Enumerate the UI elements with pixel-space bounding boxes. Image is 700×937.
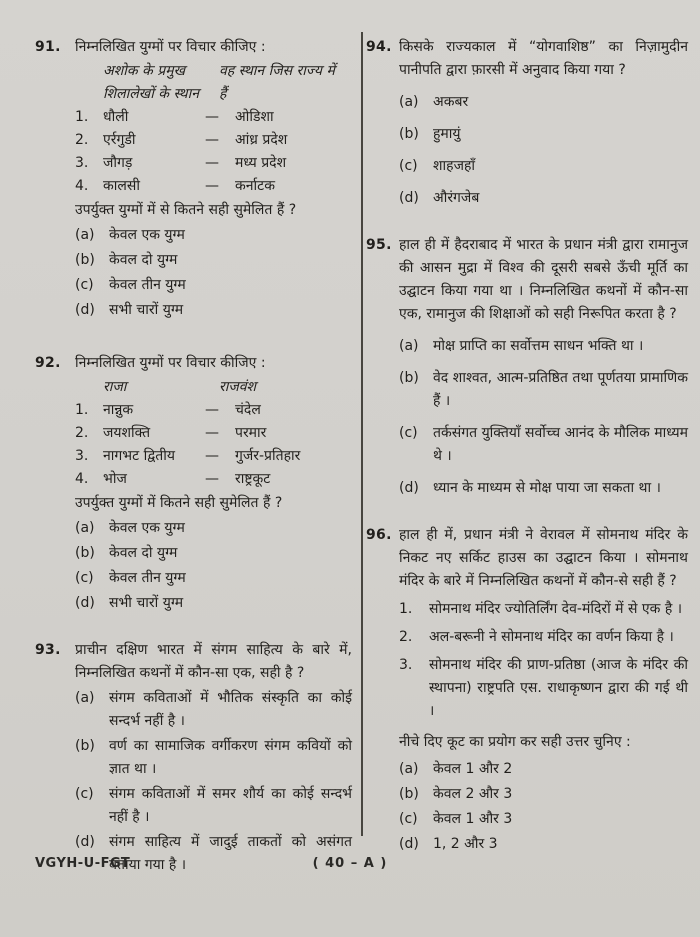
option-row xyxy=(75,517,352,540)
option-text: केवल 2 और 3 xyxy=(433,786,513,802)
option-text: केवल एक युग्म xyxy=(109,520,185,536)
option-label: (c) xyxy=(399,158,418,174)
pair-num: 1. xyxy=(75,402,89,418)
question-stem: हाल ही में, प्रधान मंत्री ने वेरावल में सोमनाथ मंदिर के निकट नए सर्किट हाउस का उद्घाटन किया । सोमनाथ मंदिर के बारे में निम्नलिखित कथनों में कौन-से सही हैं ? xyxy=(399,527,688,589)
option-label: (b) xyxy=(399,786,419,802)
option-text: तर्कसंगत युक्तियाँ सर्वोच्च आनंद के मौलिक माध्यम थे । xyxy=(433,425,688,464)
pairs-col1-header: अशोक के प्रमुख शिलालेखों के स्थान xyxy=(103,63,199,102)
option-row xyxy=(75,687,352,733)
option-label: (d) xyxy=(75,302,95,318)
option-row xyxy=(399,187,688,210)
pair-row xyxy=(75,106,352,129)
option-label: (c) xyxy=(75,277,94,293)
option-text: अकबर xyxy=(433,94,469,110)
paper-code: VGYH-U-FGT xyxy=(35,856,131,871)
option-label: (a) xyxy=(399,338,419,354)
option-row xyxy=(399,758,688,781)
pair-dash: — xyxy=(205,448,219,464)
pair-dash: — xyxy=(205,471,219,487)
page-footer xyxy=(0,856,700,880)
option-row xyxy=(75,735,352,781)
lead-in: उपर्युक्त युग्मों में कितने सही सुमेलित हैं ? xyxy=(75,495,283,511)
question-91 xyxy=(35,36,352,322)
question-body xyxy=(399,234,688,500)
pair-num: 4. xyxy=(75,471,89,487)
option-row xyxy=(399,783,688,806)
statement-row xyxy=(399,654,688,723)
option-label: (a) xyxy=(75,690,95,706)
option-row xyxy=(75,567,352,590)
option-row xyxy=(399,123,688,146)
statement-row xyxy=(399,626,688,649)
question-95 xyxy=(366,234,688,500)
pairs-col2-header: राजवंश xyxy=(219,379,257,395)
option-label: (a) xyxy=(399,94,419,110)
option-label: (c) xyxy=(399,425,418,441)
question-stem: हाल ही में हैदराबाद में भारत के प्रधान मंत्री द्वारा रामानुज की आसन मुद्रा में विश्व की दूसरी सबसे ऊँची मूर्ति का उद्घाटन किया गया था । निम्नलिखित कथनों में कौन-सा एक, रामानुज की शिक्षाओं को सही निरूपित करता है ? xyxy=(399,237,688,322)
option-label: (a) xyxy=(399,761,419,777)
pairs-table xyxy=(75,60,352,198)
right-column xyxy=(366,36,688,856)
option-row xyxy=(399,477,688,500)
pair-right: राष्ट्रकूट xyxy=(235,471,271,487)
pair-dash: — xyxy=(205,402,219,418)
question-body xyxy=(75,352,352,615)
option-row xyxy=(75,592,352,615)
option-row xyxy=(75,249,352,272)
question-number: 92. xyxy=(35,355,61,371)
option-label: (b) xyxy=(75,545,95,561)
pair-left: कालसी xyxy=(103,178,140,194)
option-label: (d) xyxy=(399,836,419,852)
pair-dash: — xyxy=(205,109,219,125)
pair-num: 2. xyxy=(75,132,89,148)
pair-left: नान्नुक xyxy=(103,402,134,418)
pair-row xyxy=(75,445,352,468)
option-text: केवल दो युग्म xyxy=(109,252,178,268)
pair-dash: — xyxy=(205,425,219,441)
option-text: संगम साहित्य में जादुई ताकतों को असंगत बताया गया है । xyxy=(109,834,352,873)
statement-number: 3. xyxy=(399,657,413,673)
column-divider xyxy=(361,32,363,836)
option-row xyxy=(399,91,688,114)
question-94 xyxy=(366,36,688,210)
statement-number: 1. xyxy=(399,601,413,617)
option-text: सभी चारों युग्म xyxy=(109,595,184,611)
option-row xyxy=(75,783,352,829)
pair-left: एर्रगुडी xyxy=(103,132,136,148)
question-stem: निम्नलिखित युग्मों पर विचार कीजिए : xyxy=(75,355,266,371)
option-label: (c) xyxy=(75,786,94,802)
question-number: 93. xyxy=(35,642,61,658)
option-text: ध्यान के माध्यम से मोक्ष पाया जा सकता था । xyxy=(433,480,661,496)
option-text: हुमायुं xyxy=(433,126,461,142)
option-text: मोक्ष प्राप्ति का सर्वोत्तम साधन भक्ति था । xyxy=(433,338,644,354)
option-row xyxy=(399,335,688,358)
option-text: शाहजहाँ xyxy=(433,158,476,174)
pair-left: जयशक्ति xyxy=(103,425,151,441)
pair-left: भोज xyxy=(103,471,127,487)
question-stem: प्राचीन दक्षिण भारत में संगम साहित्य के बारे में, निम्नलिखित कथनों में कौन-सा एक, सही है ? xyxy=(75,642,352,681)
option-label: (d) xyxy=(399,480,419,496)
question-body xyxy=(75,639,352,877)
question-93 xyxy=(35,639,352,877)
option-row xyxy=(399,367,688,413)
statement-text: अल-बरूनी ने सोमनाथ मंदिर का वर्णन किया है । xyxy=(429,629,674,645)
pair-dash: — xyxy=(205,132,219,148)
statement-row xyxy=(399,598,688,621)
option-text: वर्ण का सामाजिक वर्गीकरण संगम कवियों को ज्ञात था । xyxy=(109,738,352,777)
question-body xyxy=(399,524,688,856)
option-label: (c) xyxy=(399,811,418,827)
option-row xyxy=(75,299,352,322)
option-row xyxy=(75,224,352,247)
pairs-header xyxy=(75,60,352,106)
option-row xyxy=(399,833,688,856)
option-text: केवल दो युग्म xyxy=(109,545,178,561)
option-row xyxy=(75,274,352,297)
pair-row xyxy=(75,422,352,445)
option-row xyxy=(399,155,688,178)
pairs-table xyxy=(75,376,352,491)
pair-num: 3. xyxy=(75,448,89,464)
option-label: (b) xyxy=(75,738,95,754)
question-96 xyxy=(366,524,688,856)
pair-num: 2. xyxy=(75,425,89,441)
page-number: ( 40 – A ) xyxy=(312,856,388,871)
pair-row xyxy=(75,175,352,198)
question-number: 95. xyxy=(366,237,392,253)
pair-num: 4. xyxy=(75,178,89,194)
pair-dash: — xyxy=(205,155,219,171)
option-text: केवल 1 और 2 xyxy=(433,761,513,777)
statement-text: सोमनाथ मंदिर ज्योतिर्लिंग देव-मंदिरों में से एक है । xyxy=(429,601,683,617)
pair-right: कर्नाटक xyxy=(235,178,275,194)
option-row xyxy=(399,808,688,831)
option-text: केवल तीन युग्म xyxy=(109,570,186,586)
option-text: केवल 1 और 3 xyxy=(433,811,513,827)
option-label: (b) xyxy=(75,252,95,268)
left-column xyxy=(35,36,352,877)
pair-right: परमार xyxy=(235,425,267,441)
option-label: (a) xyxy=(75,520,95,536)
pair-left: धौली xyxy=(103,109,129,125)
pair-dash: — xyxy=(205,178,219,194)
option-text: केवल तीन युग्म xyxy=(109,277,186,293)
pair-right: चंदेल xyxy=(235,402,261,418)
pair-right: आंध्र प्रदेश xyxy=(235,132,288,148)
question-92 xyxy=(35,352,352,615)
pair-num: 3. xyxy=(75,155,89,171)
option-label: (c) xyxy=(75,570,94,586)
pair-left: जौगड़ xyxy=(103,155,133,171)
statement-number: 2. xyxy=(399,629,413,645)
question-body xyxy=(75,36,352,322)
pair-row xyxy=(75,399,352,422)
question-number: 94. xyxy=(366,39,392,55)
option-label: (b) xyxy=(399,126,419,142)
option-label: (d) xyxy=(75,595,95,611)
option-label: (d) xyxy=(399,190,419,206)
lead-in: उपर्युक्त युग्मों में से कितने सही सुमेलित हैं ? xyxy=(75,202,297,218)
option-text: केवल एक युग्म xyxy=(109,227,185,243)
option-row xyxy=(75,542,352,565)
option-text: सभी चारों युग्म xyxy=(109,302,184,318)
option-text: संगम कविताओं में समर शौर्य का कोई सन्दर्भ नहीं है । xyxy=(109,786,352,825)
question-body xyxy=(399,36,688,210)
statement-text: सोमनाथ मंदिर की प्राण-प्रतिष्ठा (आज के मंदिर की स्थापना) राष्ट्रपति एस. राधाकृष्णन द्वारा की गई थी । xyxy=(429,657,688,719)
option-text: 1, 2 और 3 xyxy=(433,836,498,852)
option-text: वेद शाश्वत, आत्म-प्रतिष्ठित तथा पूर्णतया प्रामाणिक हैं । xyxy=(433,370,688,409)
lead-in: नीचे दिए कूट का प्रयोग कर सही उत्तर चुनिए : xyxy=(399,734,631,750)
pair-num: 1. xyxy=(75,109,89,125)
option-text: औरंगजेब xyxy=(433,190,480,206)
option-label: (a) xyxy=(75,227,95,243)
option-label: (b) xyxy=(399,370,419,386)
pair-right: गुर्जर-प्रतिहार xyxy=(235,448,301,464)
pair-right: ओडिशा xyxy=(235,109,274,125)
option-label: (d) xyxy=(75,834,95,850)
pair-row xyxy=(75,152,352,175)
question-number: 96. xyxy=(366,527,392,543)
pairs-col2-header: वह स्थान जिस राज्य में हैं xyxy=(219,63,335,102)
pair-right: मध्य प्रदेश xyxy=(235,155,287,171)
pair-row xyxy=(75,129,352,152)
question-stem: निम्नलिखित युग्मों पर विचार कीजिए : xyxy=(75,39,266,55)
pair-row xyxy=(75,468,352,491)
pair-left: नागभट द्वितीय xyxy=(103,448,176,464)
question-stem: किसके राज्यकाल में “योगवाशिष्ठ” का निज़ामुदीन पानीपति द्वारा फ़ारसी में अनुवाद किया गया ? xyxy=(399,39,688,78)
question-number: 91. xyxy=(35,39,61,55)
pairs-col1-header: राजा xyxy=(103,379,127,395)
option-text: संगम कविताओं में भौतिक संस्कृति का कोई सन्दर्भ नहीं है । xyxy=(109,690,352,729)
pairs-header xyxy=(75,376,352,399)
option-row xyxy=(399,422,688,468)
